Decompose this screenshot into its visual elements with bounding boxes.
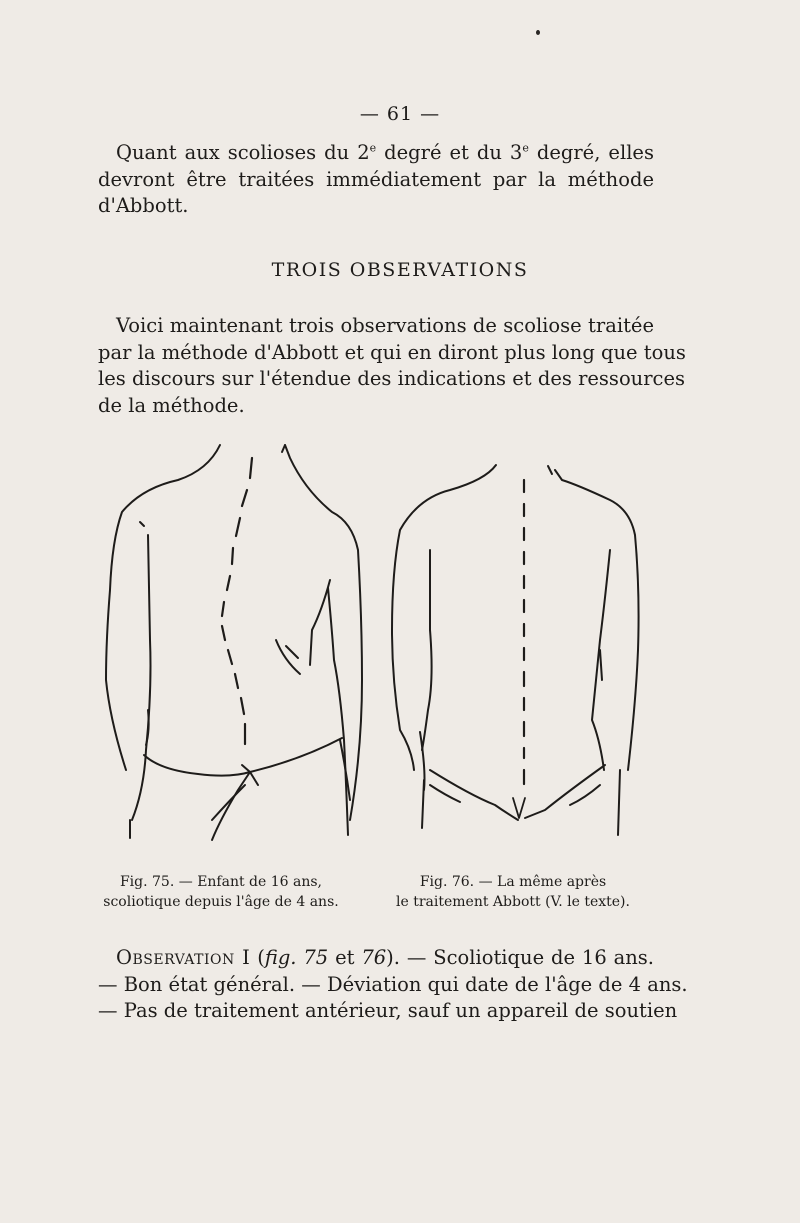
figure-reference: fig. 75 bbox=[264, 946, 329, 969]
intro-line-1 bbox=[98, 140, 654, 167]
figure-illustrations bbox=[100, 440, 660, 860]
paragraph-line-2: par la méthode d'Abbott et qui en diront plus long que tous bbox=[98, 340, 686, 364]
figure-76-caption bbox=[378, 872, 648, 912]
figure-75-caption bbox=[86, 872, 356, 912]
paragraph-line-4: de la méthode. bbox=[98, 393, 245, 417]
figure-75-caption-line-1: Fig. 75. — Enfant de 16 ans, bbox=[119, 874, 323, 890]
superscript: e bbox=[369, 141, 377, 155]
observation-paren: ( bbox=[250, 946, 265, 969]
intro-line-1-c: degré, elles bbox=[528, 141, 654, 164]
page-number: — 61 — bbox=[359, 103, 441, 125]
observation-line-1-rest: ). — Scoliotique de 16 ans. bbox=[386, 946, 654, 969]
intro-line-3: d'Abbott. bbox=[98, 194, 189, 217]
ink-speck bbox=[536, 30, 540, 35]
figure-76-drawing bbox=[392, 465, 639, 835]
observation-and: et bbox=[328, 946, 362, 969]
figure-reference-2: 76 bbox=[361, 946, 387, 969]
section-title: TROIS OBSERVATIONS bbox=[271, 259, 529, 281]
observations-paragraph bbox=[98, 313, 686, 419]
observation-line-3: — Pas de traitement antérieur, sauf un appareil de soutien bbox=[98, 999, 678, 1022]
figure-76-caption-line-1: Fig. 76. — La même après bbox=[419, 874, 607, 890]
intro-line-2: devront être traitées immédiatement par la méthode bbox=[98, 167, 654, 191]
figure-75-caption-line-2: scoliotique depuis l'âge de 4 ans. bbox=[103, 894, 339, 910]
observation-line-2: — Bon état général. — Déviation qui date de l'âge de 4 ans. bbox=[98, 972, 688, 996]
figure-75-drawing bbox=[106, 445, 362, 840]
observation-label: Observation I bbox=[116, 946, 251, 969]
observation-line-1 bbox=[98, 945, 654, 972]
intro-paragraph bbox=[98, 140, 654, 220]
paragraph-line-3: les discours sur l'étendue des indications et des ressources bbox=[98, 367, 686, 390]
observation-paragraph bbox=[98, 945, 688, 1025]
intro-line-1-b: degré et du 3 bbox=[376, 141, 523, 164]
intro-line-1-a: Quant aux scolioses du 2 bbox=[116, 141, 370, 164]
superscript: e bbox=[522, 141, 529, 155]
figure-76-caption-line-2: le traitement Abbott (V. le texte). bbox=[396, 894, 630, 910]
paragraph-line-1: Voici maintenant trois observations de scoliose traitée bbox=[116, 314, 654, 337]
